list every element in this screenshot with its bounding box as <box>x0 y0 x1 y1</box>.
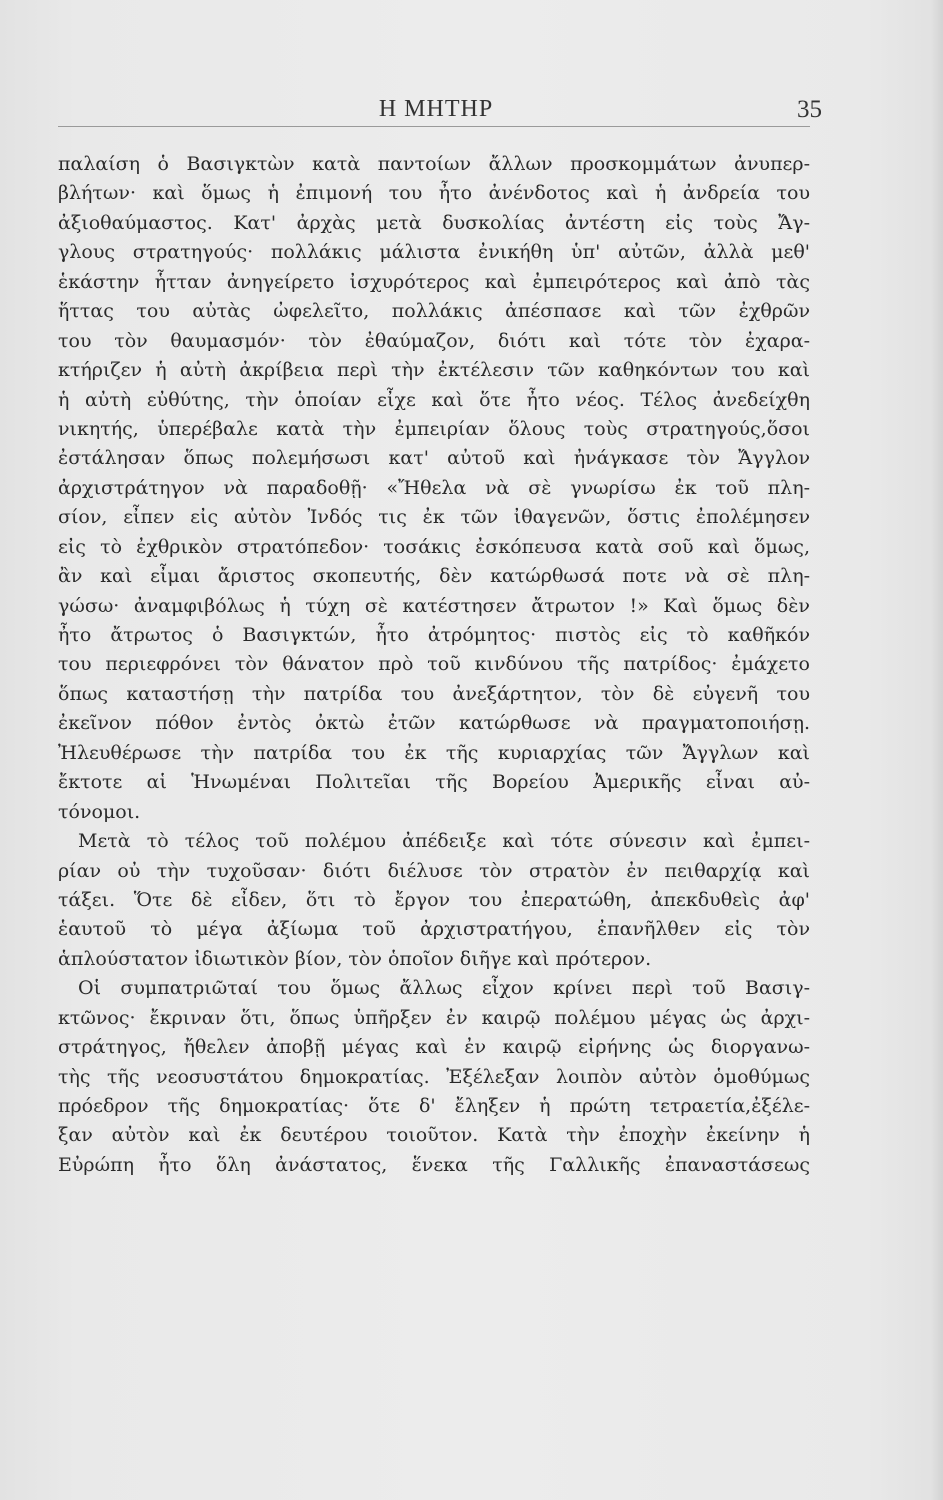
text-line: κτήριζεν ἡ αὐτὴ ἀκρίβεια περὶ τὴν ἐκτέλεσιν τῶν καθηκόντων του καὶ <box>58 359 810 382</box>
running-title: Η ΜΗΤΗΡ <box>378 96 494 122</box>
text-line: κτῶνος· ἔκριναν ὅτι, ὅπως ὑπῆρξεν ἐν καιρῷ πολέμου μέγας ὡς ἀρχι- <box>58 1006 810 1029</box>
text-line: ἑαυτοῦ τὸ μέγα ἀξίωμα τοῦ ἀρχιστρατήγου, ἐπανῆλθεν εἰς τὸν <box>58 918 810 941</box>
text-line: τάξει. Ὅτε δὲ εἶδεν, ὅτι τὸ ἔργον του ἐπερατώθη, ἀπεκδυθεὶς ἀφ' <box>58 888 810 911</box>
text-line: του τὸν θαυμασμόν· τὸν ἐθαύμαζον, διότι καὶ τότε τὸν ἐχαρα- <box>58 329 810 352</box>
text-line: γλους στρατηγούς· πολλάκις μάλιστα ἐνικήθη ὑπ' αὐτῶν, ἀλλὰ μεθ' <box>58 241 810 264</box>
text-line: ρίαν οὐ τὴν τυχοῦσαν· διότι διέλυσε τὸν στρατὸν ἐν πειθαρχίᾳ καὶ <box>58 859 810 882</box>
text-line: τόνομοι. <box>58 800 141 823</box>
header-rule <box>58 126 810 127</box>
text-line: ἑκάστην ἧτταν ἀνηγείρετο ἰσχυρότερος καὶ ἐμπειρότερος καὶ ἀπὸ τὰς <box>58 270 810 293</box>
text-line: ἀρχιστράτηγον νὰ παραδοθῇ· «Ἤθελα νὰ σὲ γνωρίσω ἐκ τοῦ πλη- <box>58 476 810 499</box>
text-line: ἐκεῖνον πόθον ἐντὸς ὀκτὼ ἐτῶν κατώρθωσε νὰ πραγματοποιήσῃ. <box>58 712 810 735</box>
paragraph-1 <box>58 150 810 827</box>
text-line: ἔκτοτε αἱ Ἡνωμέναι Πολιτεῖαι τῆς Βορείου Ἀμερικῆς εἶναι αὐ- <box>58 771 810 794</box>
text-line: σίον, εἶπεν εἰς αὐτὸν Ἰνδός τις ἐκ τῶν ἰθαγενῶν, ὅστις ἐπολέμησεν <box>58 506 810 529</box>
text-line: νικητής, ὑπερέβαλε κατὰ τὴν ἐμπειρίαν ὅλους τοὺς στρατηγούς,ὅσοι <box>58 417 810 440</box>
text-line: ἥττας του αὐτὰς ὠφελεῖτο, πολλάκις ἀπέσπασε καὶ τῶν ἐχθρῶν <box>58 300 810 323</box>
text-line: ξαν αὐτὸν καὶ ἐκ δευτέρου τοιοῦτον. Κατὰ τὴν ἐποχὴν ἐκείνην ἡ <box>58 1124 810 1147</box>
paragraph-2 <box>58 827 810 974</box>
text-line: ἐστάλησαν ὅπως πολεμήσωσι κατ' αὐτοῦ καὶ ἠνάγκασε τὸν Ἄγγλον <box>58 447 810 470</box>
text-line: ἦτο ἄτρωτος ὁ Βασιγκτών, ἦτο ἀτρόμητος· πιστὸς εἰς τὸ καθῆκόν <box>58 624 810 646</box>
paragraph-3 <box>58 974 810 1180</box>
page-number: 35 <box>797 96 822 123</box>
text-line: στράτηγος, ἤθελεν ἀποβῇ μέγας καὶ ἐν καιρῷ εἰρήνης ὡς διοργανω- <box>58 1036 810 1059</box>
text-line: ἀξιοθαύμαστος. Κατ' ἀρχὰς μετὰ δυσκολίας ἀντέστη εἰς τοὺς Ἄγ- <box>58 211 810 234</box>
text-line: εἰς τὸ ἐχθρικὸν στρατόπεδον· τοσάκις ἐσκόπευσα κατὰ σοῦ καὶ ὅμως, <box>58 535 810 558</box>
text-line: γώσω· ἀναμφιβόλως ἡ τύχη σὲ κατέστησεν ἄτρωτον !» Καὶ ὅμως δὲν <box>58 594 810 617</box>
text-line: Οἱ συμπατριῶταί του ὅμως ἄλλως εἶχον κρίνει περὶ τοῦ Βασιγ- <box>78 977 810 1000</box>
text-line: Ἠλευθέρωσε τὴν πατρίδα του ἐκ τῆς κυριαρχίας τῶν Ἄγγλων καὶ <box>58 741 810 764</box>
text-line: τὴς τῆς νεοσυστάτου δημοκρατίας. Ἐξέλεξαν λοιπὸν αὐτὸν ὁμοθύμως <box>58 1065 810 1088</box>
text-line: ἁπλούστατον ἰδιωτικὸν βίον, τὸν ὁποῖον διῆγε καὶ πρότερον. <box>58 947 652 970</box>
text-line: ὅπως καταστήσῃ τὴν πατρίδα του ἀνεξάρτητον, τὸν δὲ εὐγενῆ του <box>58 682 810 705</box>
text-line: πρόεδρον τῆς δημοκρατίας· ὅτε δ' ἔληξεν ἡ πρώτη τετραετία,ἐξέλε- <box>58 1095 810 1117</box>
text-line: βλήτων· καὶ ὅμως ἡ ἐπιμονή του ἦτο ἀνένδοτος καὶ ἡ ἀνδρεία του <box>58 182 810 205</box>
text-line: του περιεφρόνει τὸν θάνατον πρὸ τοῦ κινδύνου τῆς πατρίδος· ἐμάχετο <box>58 653 810 676</box>
page-edge-shadow <box>931 0 943 1500</box>
text-line: ἂν καὶ εἶμαι ἄριστος σκοπευτής, δὲν κατώρθωσά ποτε νὰ σὲ πλη- <box>58 565 810 588</box>
text-line: Εὐρώπη ἦτο ὅλη ἀνάστατος, ἕνεκα τῆς Γαλλικῆς ἐπαναστάσεως <box>58 1153 810 1176</box>
body-text <box>58 150 810 1180</box>
text-line: ἡ αὐτὴ εὐθύτης, τὴν ὁποίαν εἶχε καὶ ὅτε ἦτο νέος. Τέλος ἀνεδείχθη <box>58 388 810 411</box>
text-line: παλαίση ὁ Βασιγκτὼν κατὰ παντοίων ἄλλων προσκομμάτων ἀνυπερ- <box>58 153 810 175</box>
text-line: Μετὰ τὸ τέλος τοῦ πολέμου ἀπέδειξε καὶ τότε σύνεσιν καὶ ἐμπει- <box>78 830 810 853</box>
running-head <box>58 96 822 126</box>
